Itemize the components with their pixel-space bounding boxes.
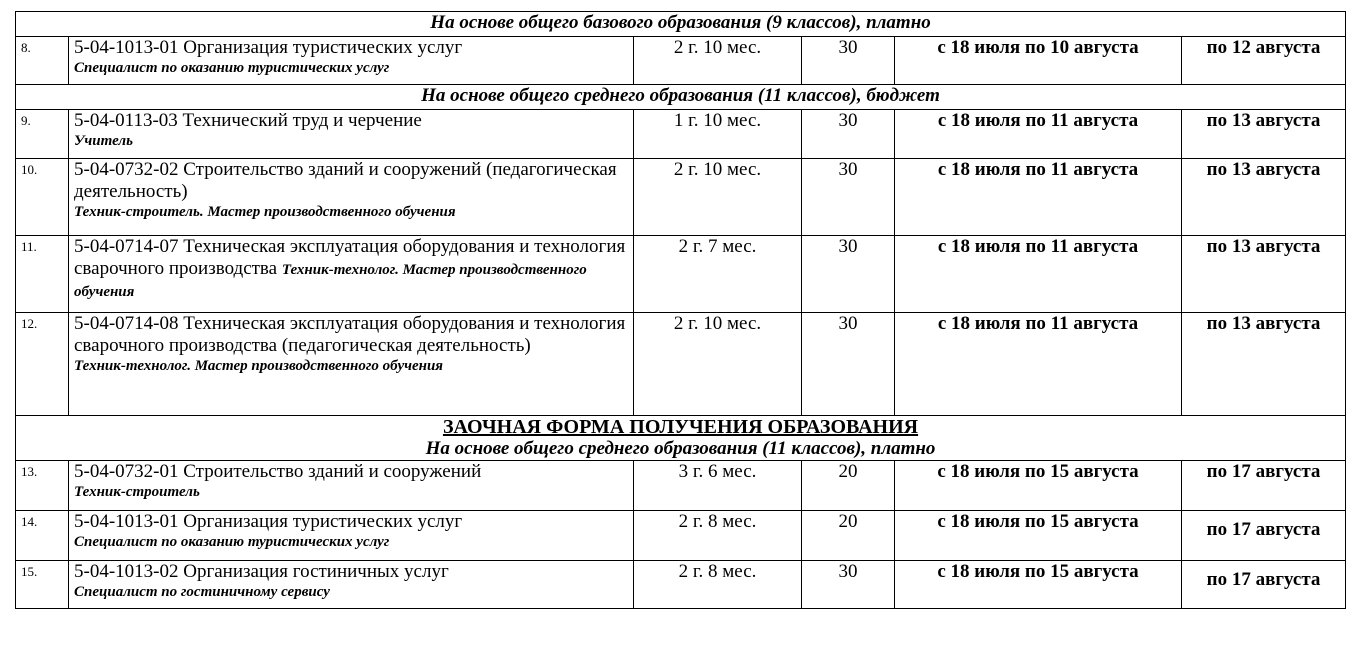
- duration: 2 г. 7 мес.: [634, 236, 802, 313]
- table-row: [16, 313, 1346, 416]
- row-number: 9.: [16, 110, 69, 159]
- section-secondary-budget: На основе общего среднего образования (11 классов), бюджет: [16, 85, 1346, 110]
- specialty-name: 5-04-0732-01 Строительство зданий и сооружений: [74, 461, 482, 482]
- exam-deadline: по 17 августа: [1182, 461, 1346, 511]
- seats: 20: [802, 511, 895, 561]
- specialty-name: 5-04-1013-01 Организация туристических услуг: [74, 511, 463, 532]
- qualification: Техник-строитель: [74, 484, 200, 500]
- seats: 30: [802, 159, 895, 236]
- specialty-name: 5-04-0113-03 Технический труд и черчение: [74, 110, 422, 131]
- row-number: 11.: [16, 236, 69, 313]
- specialty-cell: [69, 110, 634, 159]
- correspondence-header: [16, 416, 1346, 461]
- seats: 30: [802, 561, 895, 609]
- specialty-cell: [69, 159, 634, 236]
- table-row: [16, 159, 1346, 236]
- specialty-cell: [69, 461, 634, 511]
- exam-deadline: по 12 августа: [1182, 37, 1346, 85]
- duration: 2 г. 10 мес.: [634, 37, 802, 85]
- specialty-name: 5-04-0732-02 Строительство зданий и сооружений (педагогическая деятельность): [74, 159, 617, 202]
- qualification: Техник-технолог. Мастер производственного обучения: [74, 262, 587, 300]
- specialty-cell: [69, 236, 634, 313]
- exam-deadline: по 13 августа: [1182, 110, 1346, 159]
- specialty-cell: [69, 511, 634, 561]
- row-number: 15.: [16, 561, 69, 609]
- specialty-cell: [69, 37, 634, 85]
- section-basic-paid: На основе общего базового образования (9 классов), платно: [16, 12, 1346, 37]
- table-row: [16, 236, 1346, 313]
- seats: 30: [802, 110, 895, 159]
- specialty-name: 5-04-0714-08 Техническая эксплуатация оборудования и технология сварочного производства (педагогическая деятельность): [74, 313, 626, 356]
- specialty-name: 5-04-0714-07 Техническая эксплуатация оборудования и технология сварочного производства: [74, 236, 626, 279]
- section-row: [16, 85, 1346, 110]
- duration: 2 г. 8 мес.: [634, 511, 802, 561]
- row-number: 10.: [16, 159, 69, 236]
- qualification: Специалист по оказанию туристических услуг: [74, 534, 390, 550]
- application-period: с 18 июля по 11 августа: [895, 159, 1182, 236]
- section-secondary-paid: На основе общего среднего образования (11 классов), платно: [425, 438, 936, 459]
- duration: 2 г. 10 мес.: [634, 313, 802, 416]
- section-row: [16, 12, 1346, 37]
- specialty-name: 5-04-1013-02 Организация гостиничных услуг: [74, 561, 449, 582]
- exam-deadline: по 17 августа: [1182, 511, 1346, 561]
- application-period: с 18 июля по 15 августа: [895, 561, 1182, 609]
- specialty-name: 5-04-1013-01 Организация туристических услуг: [74, 37, 463, 58]
- specialty-cell: [69, 561, 634, 609]
- exam-deadline: по 17 августа: [1182, 561, 1346, 609]
- table-row: [16, 461, 1346, 511]
- qualification: Техник-технолог. Мастер производственного обучения: [74, 358, 444, 374]
- duration: 3 г. 6 мес.: [634, 461, 802, 511]
- table-row: [16, 37, 1346, 85]
- admissions-table: [15, 11, 1346, 609]
- row-number: 13.: [16, 461, 69, 511]
- qualification: Специалист по гостиничному сервису: [74, 584, 330, 600]
- seats: 30: [802, 236, 895, 313]
- application-period: с 18 июля по 15 августа: [895, 511, 1182, 561]
- qualification: Техник-строитель. Мастер производственного обучения: [74, 204, 456, 220]
- correspondence-title: ЗАОЧНАЯ ФОРМА ПОЛУЧЕНИЯ ОБРАЗОВАНИЯ: [442, 416, 919, 438]
- table-row: [16, 110, 1346, 159]
- row-number: 12.: [16, 313, 69, 416]
- duration: 2 г. 8 мес.: [634, 561, 802, 609]
- qualification: Учитель: [74, 133, 133, 149]
- application-period: с 18 июля по 11 августа: [895, 110, 1182, 159]
- duration: 2 г. 10 мес.: [634, 159, 802, 236]
- seats: 20: [802, 461, 895, 511]
- qualification: Специалист по оказанию туристических услуг: [74, 60, 390, 76]
- section-row: [16, 416, 1346, 461]
- exam-deadline: по 13 августа: [1182, 236, 1346, 313]
- row-number: 14.: [16, 511, 69, 561]
- exam-deadline: по 13 августа: [1182, 313, 1346, 416]
- application-period: с 18 июля по 11 августа: [895, 313, 1182, 416]
- seats: 30: [802, 37, 895, 85]
- table-row: [16, 561, 1346, 609]
- specialty-cell: [69, 313, 634, 416]
- table-row: [16, 511, 1346, 561]
- seats: 30: [802, 313, 895, 416]
- application-period: с 18 июля по 11 августа: [895, 236, 1182, 313]
- application-period: с 18 июля по 15 августа: [895, 461, 1182, 511]
- row-number: 8.: [16, 37, 69, 85]
- duration: 1 г. 10 мес.: [634, 110, 802, 159]
- application-period: с 18 июля по 10 августа: [895, 37, 1182, 85]
- exam-deadline: по 13 августа: [1182, 159, 1346, 236]
